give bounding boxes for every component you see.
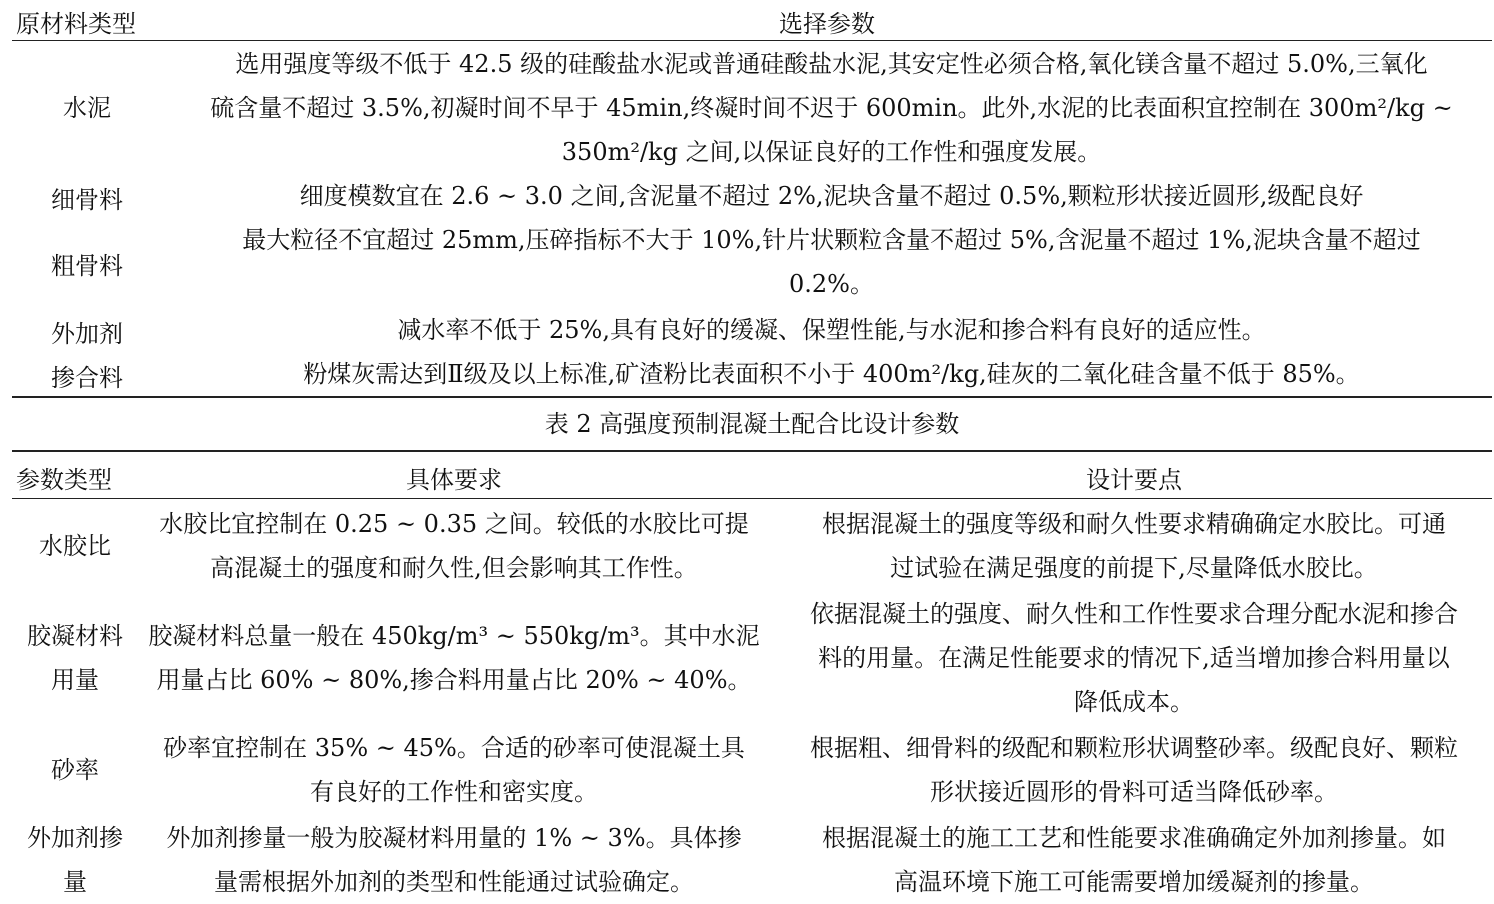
content-line: 胶凝材料总量一般在 450kg/m³ ~ 550kg/m³。其中水泥 <box>148 622 760 650</box>
table2-top-rule <box>12 450 1492 452</box>
content-line: 减水率不低于 25%,具有良好的缓凝、保塑性能,与水泥和掺合料有良好的适应性。 <box>397 316 1266 344</box>
row-label <box>12 614 138 702</box>
table2-header-param-type: 参数类型 <box>16 466 112 494</box>
content-line: 量需根据外加剂的类型和性能通过试验确定。 <box>214 868 694 896</box>
row-content <box>177 174 1486 218</box>
table1-header <box>12 0 1492 40</box>
requirement-cell <box>148 502 760 590</box>
table2-caption: 表 2 高强度预制混凝土配合比设计参数 <box>544 410 960 438</box>
label-line: 胶凝材料 <box>27 622 123 650</box>
content-line: 最大粒径不宜超过 25mm,压碎指标不大于 10%,针片状颗粒含量不超过 5%,含泥量不超过 1%,泥块含量不超过 <box>242 226 1421 254</box>
row-label: 粗骨料 <box>51 252 123 280</box>
label-line: 砂率 <box>51 756 99 784</box>
content-line: 根据混凝土的强度等级和耐久性要求精确确定水胶比。可通 <box>822 510 1446 538</box>
label-line: 用量 <box>51 666 99 694</box>
table2-header-requirements: 具体要求 <box>406 466 502 494</box>
row-label: 掺合料 <box>51 364 123 392</box>
content-line: 降低成本。 <box>1074 688 1194 716</box>
content-line: 细度模数宜在 2.6 ~ 3.0 之间,含泥量不超过 2%,泥块含量不超过 0.5%,颗粒形状接近圆形,级配良好 <box>299 182 1364 210</box>
table2-header-design-points: 设计要点 <box>1086 466 1182 494</box>
table-row <box>12 502 1492 590</box>
content-line: 根据粗、细骨料的级配和颗粒形状调整砂率。级配良好、颗粒 <box>810 734 1458 762</box>
table1-header-parameters: 选择参数 <box>779 10 875 38</box>
content-line: 水胶比宜控制在 0.25 ~ 0.35 之间。较低的水胶比可提 <box>159 510 749 538</box>
content-line: 过试验在满足强度的前提下,尽量降低水胶比。 <box>890 554 1378 582</box>
content-line: 选用强度等级不低于 42.5 级的硅酸盐水泥或普通硅酸盐水泥,其安定性必须合格,氧化镁含量不超过 5.0%,三氧化 <box>235 50 1428 78</box>
content-line: 粉煤灰需达到Ⅱ级及以上标准,矿渣粉比表面积不小于 400m²/kg,硅灰的二氧化硅含量不低于 85%。 <box>303 360 1360 388</box>
row-label <box>12 748 138 792</box>
content-line: 依据混凝土的强度、耐久性和工作性要求合理分配水泥和掺合 <box>810 600 1458 628</box>
table2-header-rule <box>12 498 1492 499</box>
content-line: 料的用量。在满足性能要求的情况下,适当增加掺合料用量以 <box>818 644 1450 672</box>
row-label <box>12 524 138 568</box>
table1-bottom-rule <box>12 396 1492 398</box>
table-row <box>12 352 1492 396</box>
table1-header-material-type: 原材料类型 <box>16 10 136 38</box>
row-content <box>177 352 1486 396</box>
document-page <box>12 0 1492 903</box>
content-line: 根据混凝土的施工工艺和性能要求准确确定外加剂掺量。如 <box>822 824 1446 852</box>
requirement-cell <box>148 816 760 904</box>
content-line: 外加剂掺量一般为胶凝材料用量的 1% ~ 3%。具体掺 <box>166 824 742 852</box>
design-point-cell <box>784 726 1484 814</box>
table-row <box>12 592 1492 724</box>
content-line: 0.2%。 <box>789 270 874 298</box>
table-row <box>12 816 1492 904</box>
requirement-cell <box>148 726 760 814</box>
content-line: 高混凝土的强度和耐久性,但会影响其工作性。 <box>210 554 698 582</box>
row-content <box>177 42 1486 174</box>
table-row <box>12 42 1492 172</box>
label-line: 外加剂掺 <box>27 824 123 852</box>
content-line: 砂率宜控制在 35% ~ 45%。合适的砂率可使混凝土具 <box>163 734 745 762</box>
requirement-cell <box>148 614 760 702</box>
content-line: 高温环境下施工可能需要增加缓凝剂的掺量。 <box>894 868 1374 896</box>
row-label: 水泥 <box>63 94 111 122</box>
content-line: 形状接近圆形的骨料可适当降低砂率。 <box>930 778 1338 806</box>
content-line: 用量占比 60% ~ 80%,掺合料用量占比 20% ~ 40%。 <box>156 666 752 694</box>
label-line: 量 <box>63 868 87 896</box>
design-point-cell <box>784 592 1484 724</box>
row-content <box>177 308 1486 352</box>
design-point-cell <box>784 816 1484 904</box>
table-row <box>12 726 1492 814</box>
table1-header-rule <box>12 40 1492 41</box>
row-content <box>177 218 1486 306</box>
design-point-cell <box>784 502 1484 590</box>
content-line: 硫含量不超过 3.5%,初凝时间不早于 45min,终凝时间不迟于 600min。此外,水泥的比表面积宜控制在 300m²/kg ~ <box>210 94 1453 122</box>
table-row <box>12 218 1492 308</box>
label-line: 水胶比 <box>39 532 111 560</box>
table-row <box>12 308 1492 352</box>
table-row <box>12 174 1492 218</box>
row-label: 外加剂 <box>51 320 123 348</box>
content-line: 350m²/kg 之间,以保证良好的工作性和强度发展。 <box>561 138 1102 166</box>
row-label: 细骨料 <box>51 186 123 214</box>
content-line: 有良好的工作性和密实度。 <box>310 778 598 806</box>
row-label <box>12 816 138 904</box>
table2-header <box>12 456 1492 496</box>
